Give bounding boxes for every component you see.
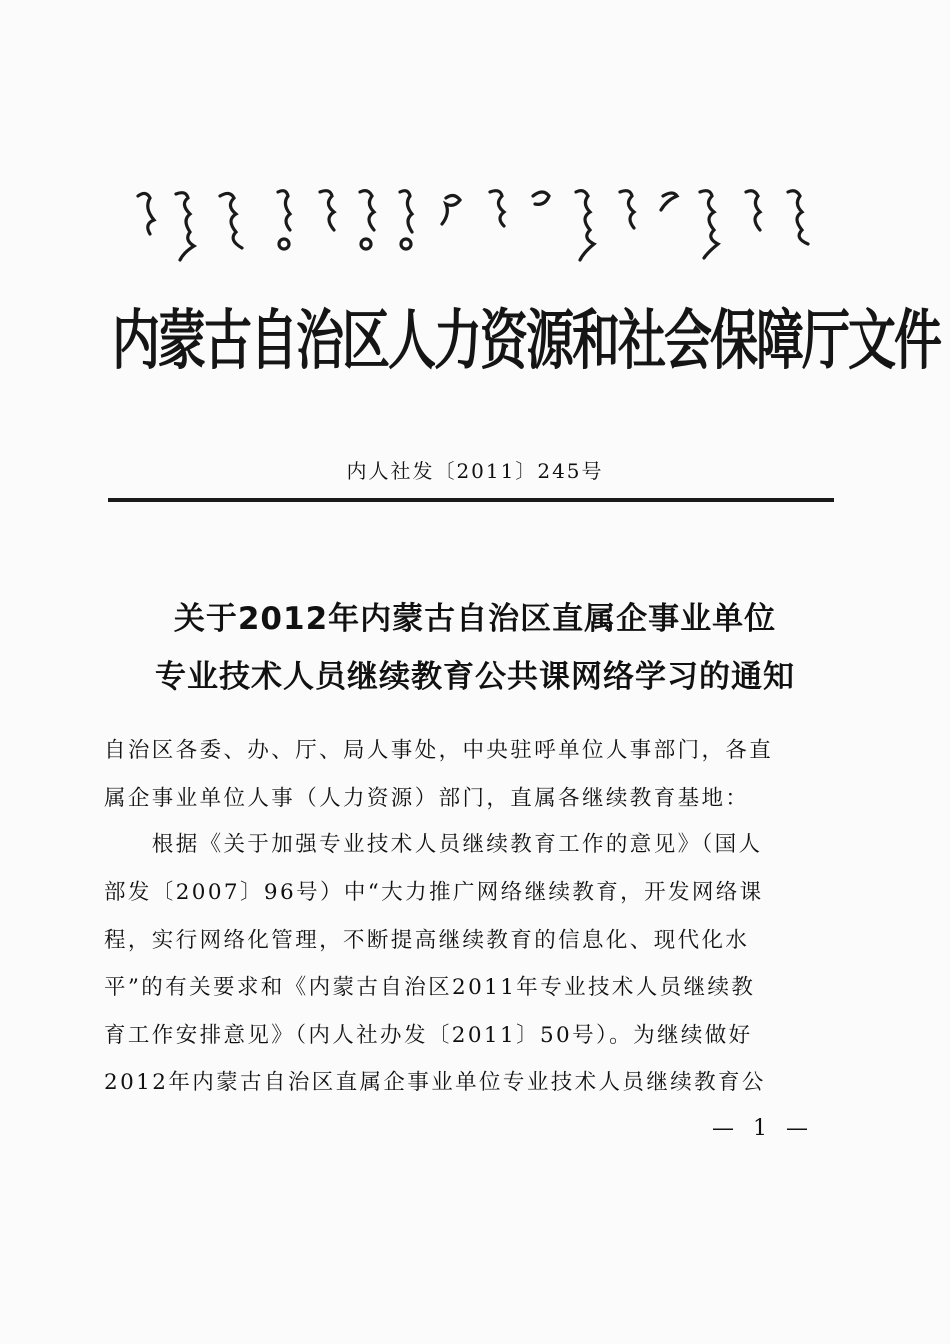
body-line: 自治区各委、办、厅、局人事处，中央驻呼单位人事部门，各直	[104, 738, 774, 763]
document-number: 内人社发〔2011〕245号	[346, 459, 604, 483]
notice-title-line-2: 专业技术人员继续教育公共课网络学习的通知	[155, 659, 795, 695]
mongolian-script-icon	[128, 186, 828, 276]
issuer-title: 内蒙古自治区人力资源和社会保障厅文件	[112, 302, 941, 379]
body-line: 部发〔2007〕96号）中“大力推广网络继续教育，开发网络课	[104, 880, 764, 905]
body-line: 育工作安排意见》（内人社办发〔2011〕50号）。为继续做好	[104, 1023, 753, 1048]
notice-title-line-1: 关于2012年内蒙古自治区直属企事业单位	[173, 601, 777, 637]
header-divider	[108, 498, 834, 502]
body-line: 平”的有关要求和《内蒙古自治区2011年专业技术人员继续教	[104, 975, 756, 1000]
body-line: 属企事业单位人事（人力资源）部门，直属各继续教育基地：	[104, 786, 750, 811]
body-line: 程，实行网络化管理，不断提高继续教育的信息化、现代化水	[104, 928, 750, 953]
body-line: 2012年内蒙古自治区直属企事业单位专业技术人员继续教育公	[104, 1070, 766, 1095]
page-number: — 1 —	[712, 1116, 814, 1141]
body-line: 根据《关于加强专业技术人员继续教育工作的意见》（国人	[104, 832, 763, 857]
